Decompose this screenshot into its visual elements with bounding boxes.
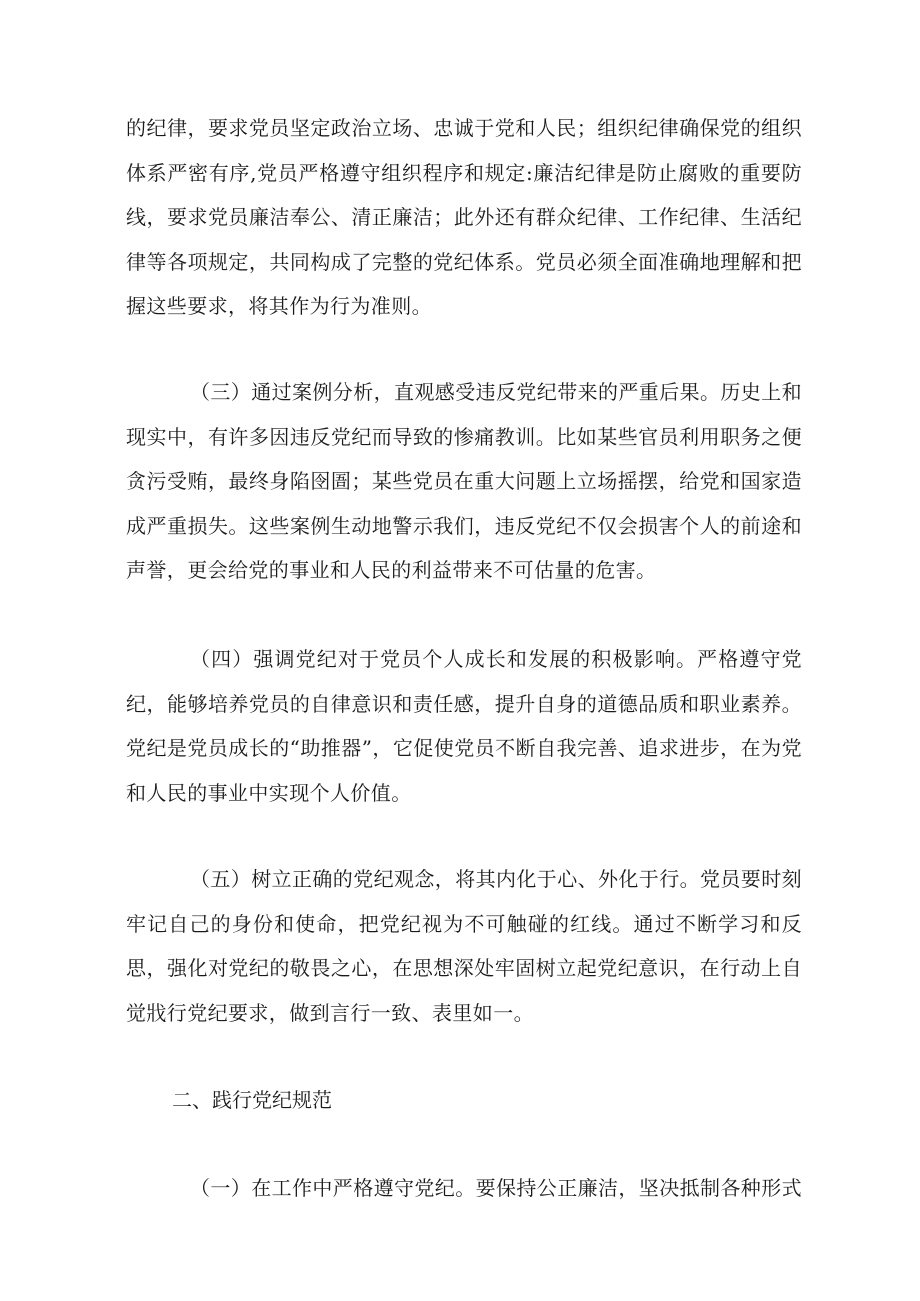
paragraph-personal-growth: （四）强调党纪对于党员个人成长和发展的积极影响。严格遵守党纪，能够培养党员的自律意识和责任感，提升自身的道德品质和职业素养。党纪是党员成长的“助推器”，它促使党员不断自我完善、追求进步，在为党和人民的事业中实现个人价值。 — [126, 647, 802, 805]
section-heading: 二、践行党纪规范 — [172, 1088, 332, 1112]
paragraph-work-discipline: （一）在工作中严格遵守党纪。要保持公正廉洁，坚决抵制各种形式 — [190, 1176, 802, 1200]
paragraph-correct-concept: （五）树立正确的党纪观念，将其内化于心、外化于行。党员要时刻牢记自己的身份和使命，把党纪视为不可触碰的红线。通过不断学习和反思，强化对党纪的敬畏之心，在思想深处牢固树立起党纪意识，在行动上自觉戕行党纪要求，做到言行一致、表里如一。 — [126, 867, 802, 1025]
paragraph-discipline-types: 的纪律，要求党员坚定政治立场、忠诚于党和人民；组织纪律确保党的组织体系严密有序,党员严格遵守组织程序和规定:廉洁纪律是防止腐败的重要防线，要求党员廉洁奉公、清正廉洁；此外还有群众纪律、工作纪律、生活纪律等各项规定，共同构成了完整的党纪体系。党员必须全面准确地理解和把握这些要求，将其作为行为准则。 — [126, 116, 802, 318]
paragraph-case-analysis: （三）通过案例分析，直观感受违反党纪带来的严重后果。历史上和现实中，有许多因违反党纪而导致的惨痛教训。比如某些官员利用职务之便贪污受贿，最终身陷囹圄；某些党员在重大问题上立场摇摆，给党和国家造成严重损失。这些案例生动地警示我们，违反党纪不仅会损害个人的前途和声誉，更会给党的事业和人民的利益带来不可估量的危害。 — [126, 380, 802, 582]
